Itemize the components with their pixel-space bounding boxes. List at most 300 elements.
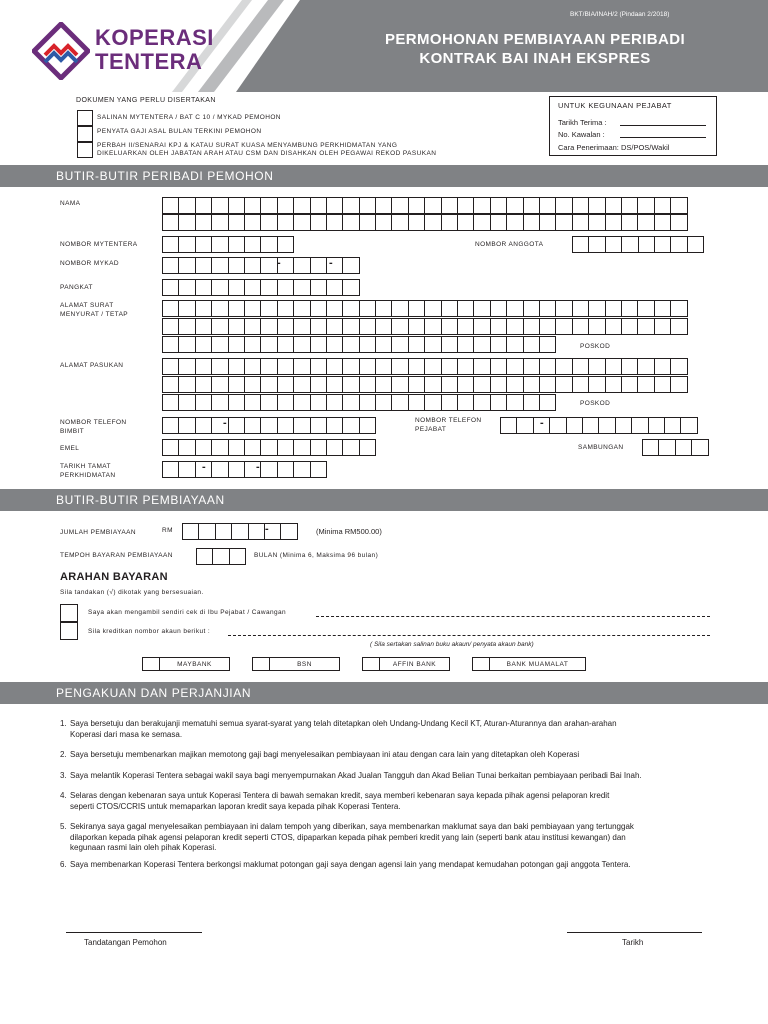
input-cell[interactable] (244, 214, 261, 231)
input-cell[interactable] (244, 358, 261, 375)
input-cell[interactable] (211, 358, 228, 375)
input-cell[interactable] (277, 300, 294, 317)
input-cell[interactable] (375, 318, 392, 335)
input-cell[interactable] (457, 318, 474, 335)
input-cell[interactable] (457, 300, 474, 317)
input-cell[interactable] (582, 417, 599, 434)
input-cell[interactable] (441, 214, 458, 231)
input-cell[interactable] (293, 279, 310, 296)
input-cell[interactable] (359, 417, 376, 434)
input-cell[interactable] (506, 300, 523, 317)
input-cell[interactable] (648, 417, 665, 434)
input-cell[interactable] (605, 300, 622, 317)
input-cell[interactable] (670, 318, 687, 335)
bank-muamalat-checkbox[interactable] (473, 658, 490, 670)
input-cell[interactable] (539, 318, 556, 335)
input-cell[interactable] (359, 394, 376, 411)
unit-address-grid-row2[interactable] (162, 376, 688, 393)
input-cell[interactable] (457, 197, 474, 214)
input-cell[interactable] (680, 417, 697, 434)
bank-option-muamalat[interactable] (472, 657, 586, 671)
input-cell[interactable] (621, 236, 638, 253)
input-cell[interactable] (588, 376, 605, 393)
input-cell[interactable] (162, 214, 179, 231)
input-cell[interactable] (654, 376, 671, 393)
input-cell[interactable] (691, 439, 708, 456)
input-cell[interactable] (310, 257, 327, 274)
input-cell[interactable] (375, 358, 392, 375)
input-cell[interactable] (441, 358, 458, 375)
input-cell[interactable] (244, 257, 261, 274)
input-cell[interactable] (182, 523, 199, 540)
input-cell[interactable] (211, 279, 228, 296)
input-cell[interactable] (637, 214, 654, 231)
input-cell[interactable] (178, 257, 195, 274)
input-cell[interactable] (178, 394, 195, 411)
input-cell[interactable] (277, 439, 294, 456)
input-cell[interactable] (637, 376, 654, 393)
input-cell[interactable] (408, 197, 425, 214)
input-cell[interactable] (293, 318, 310, 335)
input-cell[interactable] (637, 358, 654, 375)
input-cell[interactable] (342, 376, 359, 393)
input-cell[interactable] (490, 300, 507, 317)
input-cell[interactable] (555, 358, 572, 375)
input-cell[interactable] (490, 197, 507, 214)
input-cell[interactable] (293, 300, 310, 317)
input-cell[interactable] (408, 318, 425, 335)
input-cell[interactable] (588, 318, 605, 335)
input-cell[interactable] (424, 394, 441, 411)
input-cell[interactable] (342, 214, 359, 231)
input-cell[interactable] (621, 318, 638, 335)
input-cell[interactable] (244, 197, 261, 214)
input-cell[interactable] (211, 236, 228, 253)
input-cell[interactable] (162, 358, 179, 375)
input-cell[interactable] (212, 548, 229, 565)
input-cell[interactable] (211, 336, 228, 353)
input-cell[interactable] (228, 394, 245, 411)
input-cell[interactable] (293, 358, 310, 375)
input-cell[interactable] (310, 394, 327, 411)
input-cell[interactable] (211, 257, 228, 274)
input-cell[interactable] (359, 358, 376, 375)
input-cell[interactable] (310, 417, 327, 434)
input-cell[interactable] (162, 279, 179, 296)
input-cell[interactable] (310, 336, 327, 353)
input-cell[interactable] (473, 318, 490, 335)
credit-checkbox[interactable] (60, 622, 78, 640)
doc-checkbox-1[interactable] (77, 110, 93, 126)
email-grid[interactable] (162, 439, 376, 456)
input-cell[interactable] (500, 417, 517, 434)
input-cell[interactable] (342, 417, 359, 434)
member-no-grid[interactable] (572, 236, 704, 253)
bank-option-affin[interactable] (362, 657, 450, 671)
input-cell[interactable] (195, 279, 212, 296)
input-cell[interactable] (441, 376, 458, 393)
mail-address-grid-row3[interactable] (162, 336, 556, 353)
input-cell[interactable] (359, 300, 376, 317)
input-cell[interactable] (375, 336, 392, 353)
input-cell[interactable] (211, 300, 228, 317)
input-cell[interactable] (391, 336, 408, 353)
input-cell[interactable] (195, 394, 212, 411)
input-cell[interactable] (178, 336, 195, 353)
input-cell[interactable] (310, 197, 327, 214)
option-collect-line[interactable] (316, 616, 710, 617)
input-cell[interactable] (228, 197, 245, 214)
input-cell[interactable] (516, 417, 533, 434)
doc-checkbox-3[interactable] (77, 142, 93, 158)
input-cell[interactable] (457, 394, 474, 411)
input-cell[interactable] (539, 376, 556, 393)
input-cell[interactable] (211, 214, 228, 231)
office-phone-grid[interactable] (500, 417, 698, 434)
input-cell[interactable] (211, 439, 228, 456)
input-cell[interactable] (277, 394, 294, 411)
input-cell[interactable] (631, 417, 648, 434)
input-cell[interactable] (654, 318, 671, 335)
input-cell[interactable] (670, 197, 687, 214)
input-cell[interactable] (178, 376, 195, 393)
input-cell[interactable] (539, 214, 556, 231)
input-cell[interactable] (326, 417, 343, 434)
input-cell[interactable] (310, 214, 327, 231)
input-cell[interactable] (391, 376, 408, 393)
input-cell[interactable] (424, 214, 441, 231)
input-cell[interactable] (490, 376, 507, 393)
date-line[interactable] (567, 932, 702, 933)
input-cell[interactable] (654, 214, 671, 231)
office-control-no-line[interactable] (620, 137, 706, 138)
input-cell[interactable] (228, 439, 245, 456)
input-cell[interactable] (605, 358, 622, 375)
input-cell[interactable] (293, 417, 310, 434)
input-cell[interactable] (326, 439, 343, 456)
input-cell[interactable] (572, 358, 589, 375)
input-cell[interactable] (408, 214, 425, 231)
input-cell[interactable] (642, 439, 659, 456)
input-cell[interactable] (178, 358, 195, 375)
input-cell[interactable] (178, 439, 195, 456)
input-cell[interactable] (280, 523, 297, 540)
input-cell[interactable] (211, 376, 228, 393)
input-cell[interactable] (178, 214, 195, 231)
input-cell[interactable] (523, 300, 540, 317)
input-cell[interactable] (654, 300, 671, 317)
bank-option-maybank[interactable] (142, 657, 230, 671)
input-cell[interactable] (310, 318, 327, 335)
input-cell[interactable] (260, 257, 277, 274)
input-cell[interactable] (342, 300, 359, 317)
input-cell[interactable] (260, 279, 277, 296)
input-cell[interactable] (473, 394, 490, 411)
option-credit-line[interactable] (228, 635, 710, 636)
input-cell[interactable] (293, 214, 310, 231)
input-cell[interactable] (195, 318, 212, 335)
input-cell[interactable] (277, 279, 294, 296)
input-cell[interactable] (375, 394, 392, 411)
input-cell[interactable] (178, 461, 195, 478)
input-cell[interactable] (424, 376, 441, 393)
unit-address-grid-row1[interactable] (162, 358, 688, 375)
input-cell[interactable] (539, 336, 556, 353)
input-cell[interactable] (277, 214, 294, 231)
input-cell[interactable] (670, 358, 687, 375)
input-cell[interactable] (162, 417, 179, 434)
input-cell[interactable] (195, 236, 212, 253)
input-cell[interactable] (195, 417, 212, 434)
input-cell[interactable] (293, 439, 310, 456)
input-cell[interactable] (441, 300, 458, 317)
input-cell[interactable] (375, 300, 392, 317)
input-cell[interactable] (658, 439, 675, 456)
input-cell[interactable] (293, 197, 310, 214)
rank-grid[interactable] (162, 279, 360, 296)
input-cell[interactable] (391, 358, 408, 375)
input-cell[interactable] (162, 197, 179, 214)
input-cell[interactable] (441, 394, 458, 411)
input-cell[interactable] (195, 214, 212, 231)
input-cell[interactable] (326, 376, 343, 393)
input-cell[interactable] (162, 376, 179, 393)
input-cell[interactable] (408, 376, 425, 393)
input-cell[interactable] (670, 236, 687, 253)
tenure-grid[interactable] (196, 548, 246, 565)
input-cell[interactable] (244, 376, 261, 393)
input-cell[interactable] (244, 336, 261, 353)
input-cell[interactable] (260, 461, 277, 478)
name-grid-row2[interactable] (162, 214, 688, 231)
input-cell[interactable] (310, 358, 327, 375)
input-cell[interactable] (637, 197, 654, 214)
input-cell[interactable] (391, 318, 408, 335)
input-cell[interactable] (457, 358, 474, 375)
input-cell[interactable] (228, 214, 245, 231)
input-cell[interactable] (424, 197, 441, 214)
input-cell[interactable] (555, 318, 572, 335)
input-cell[interactable] (244, 394, 261, 411)
input-cell[interactable] (572, 236, 589, 253)
input-cell[interactable] (572, 197, 589, 214)
input-cell[interactable] (615, 417, 632, 434)
input-cell[interactable] (162, 439, 179, 456)
input-cell[interactable] (588, 214, 605, 231)
input-cell[interactable] (310, 279, 327, 296)
input-cell[interactable] (277, 417, 294, 434)
input-cell[interactable] (539, 358, 556, 375)
input-cell[interactable] (555, 214, 572, 231)
input-cell[interactable] (260, 376, 277, 393)
input-cell[interactable] (244, 236, 261, 253)
input-cell[interactable] (490, 394, 507, 411)
input-cell[interactable] (244, 318, 261, 335)
input-cell[interactable] (198, 523, 215, 540)
input-cell[interactable] (277, 336, 294, 353)
input-cell[interactable] (359, 336, 376, 353)
input-cell[interactable] (260, 394, 277, 411)
input-cell[interactable] (523, 358, 540, 375)
input-cell[interactable] (260, 197, 277, 214)
input-cell[interactable] (178, 417, 195, 434)
input-cell[interactable] (555, 300, 572, 317)
input-cell[interactable] (473, 376, 490, 393)
input-cell[interactable] (260, 358, 277, 375)
input-cell[interactable] (178, 318, 195, 335)
input-cell[interactable] (523, 197, 540, 214)
input-cell[interactable] (638, 236, 655, 253)
mail-address-grid-row1[interactable] (162, 300, 688, 317)
input-cell[interactable] (506, 376, 523, 393)
service-end-grid[interactable] (162, 461, 327, 478)
input-cell[interactable] (195, 439, 212, 456)
name-grid-row1[interactable] (162, 197, 688, 214)
input-cell[interactable] (178, 279, 195, 296)
input-cell[interactable] (260, 336, 277, 353)
doc-checkbox-2[interactable] (77, 126, 93, 142)
input-cell[interactable] (228, 318, 245, 335)
input-cell[interactable] (555, 376, 572, 393)
input-cell[interactable] (277, 461, 294, 478)
input-cell[interactable] (424, 318, 441, 335)
bank-affin-checkbox[interactable] (363, 658, 380, 670)
input-cell[interactable] (441, 336, 458, 353)
input-cell[interactable] (228, 279, 245, 296)
input-cell[interactable] (605, 318, 622, 335)
input-cell[interactable] (605, 214, 622, 231)
bank-maybank-checkbox[interactable] (143, 658, 160, 670)
input-cell[interactable] (359, 197, 376, 214)
input-cell[interactable] (555, 197, 572, 214)
input-cell[interactable] (244, 439, 261, 456)
input-cell[interactable] (375, 197, 392, 214)
input-cell[interactable] (408, 358, 425, 375)
input-cell[interactable] (621, 197, 638, 214)
input-cell[interactable] (523, 376, 540, 393)
input-cell[interactable] (375, 214, 392, 231)
input-cell[interactable] (326, 394, 343, 411)
input-cell[interactable] (506, 318, 523, 335)
input-cell[interactable] (457, 214, 474, 231)
input-cell[interactable] (277, 358, 294, 375)
input-cell[interactable] (605, 376, 622, 393)
input-cell[interactable] (539, 394, 556, 411)
office-received-date-line[interactable] (620, 125, 706, 126)
input-cell[interactable] (588, 358, 605, 375)
extension-grid[interactable] (642, 439, 709, 456)
input-cell[interactable] (293, 336, 310, 353)
input-cell[interactable] (162, 300, 179, 317)
input-cell[interactable] (162, 461, 179, 478)
input-cell[interactable] (588, 197, 605, 214)
input-cell[interactable] (228, 358, 245, 375)
input-cell[interactable] (211, 394, 228, 411)
input-cell[interactable] (326, 336, 343, 353)
input-cell[interactable] (244, 417, 261, 434)
signature-line[interactable] (66, 932, 202, 933)
input-cell[interactable] (549, 417, 566, 434)
input-cell[interactable] (490, 318, 507, 335)
input-cell[interactable] (654, 197, 671, 214)
input-cell[interactable] (342, 439, 359, 456)
input-cell[interactable] (342, 279, 359, 296)
input-cell[interactable] (162, 394, 179, 411)
input-cell[interactable] (490, 358, 507, 375)
input-cell[interactable] (359, 376, 376, 393)
input-cell[interactable] (637, 300, 654, 317)
input-cell[interactable] (211, 197, 228, 214)
input-cell[interactable] (228, 376, 245, 393)
input-cell[interactable] (675, 439, 692, 456)
input-cell[interactable] (195, 300, 212, 317)
input-cell[interactable] (490, 336, 507, 353)
input-cell[interactable] (621, 214, 638, 231)
input-cell[interactable] (523, 214, 540, 231)
input-cell[interactable] (277, 376, 294, 393)
input-cell[interactable] (605, 236, 622, 253)
input-cell[interactable] (523, 394, 540, 411)
input-cell[interactable] (598, 417, 615, 434)
input-cell[interactable] (260, 300, 277, 317)
input-cell[interactable] (490, 214, 507, 231)
input-cell[interactable] (260, 214, 277, 231)
input-cell[interactable] (637, 318, 654, 335)
mobile-grid[interactable] (162, 417, 376, 434)
input-cell[interactable] (215, 523, 232, 540)
input-cell[interactable] (326, 318, 343, 335)
mytentera-grid[interactable] (162, 236, 294, 253)
input-cell[interactable] (342, 257, 359, 274)
input-cell[interactable] (506, 358, 523, 375)
input-cell[interactable] (473, 197, 490, 214)
input-cell[interactable] (326, 300, 343, 317)
unit-address-grid-row3[interactable] (162, 394, 556, 411)
input-cell[interactable] (457, 336, 474, 353)
input-cell[interactable] (342, 197, 359, 214)
mail-address-grid-row2[interactable] (162, 318, 688, 335)
input-cell[interactable] (424, 336, 441, 353)
input-cell[interactable] (664, 417, 681, 434)
input-cell[interactable] (260, 236, 277, 253)
input-cell[interactable] (195, 336, 212, 353)
input-cell[interactable] (310, 300, 327, 317)
input-cell[interactable] (359, 439, 376, 456)
input-cell[interactable] (178, 300, 195, 317)
input-cell[interactable] (228, 236, 245, 253)
input-cell[interactable] (195, 257, 212, 274)
input-cell[interactable] (228, 257, 245, 274)
input-cell[interactable] (162, 236, 179, 253)
input-cell[interactable] (229, 548, 246, 565)
collect-checkbox[interactable] (60, 604, 78, 622)
input-cell[interactable] (473, 214, 490, 231)
input-cell[interactable] (359, 318, 376, 335)
input-cell[interactable] (566, 417, 583, 434)
input-cell[interactable] (260, 439, 277, 456)
input-cell[interactable] (162, 336, 179, 353)
input-cell[interactable] (211, 318, 228, 335)
input-cell[interactable] (572, 318, 589, 335)
input-cell[interactable] (277, 197, 294, 214)
input-cell[interactable] (326, 279, 343, 296)
input-cell[interactable] (473, 336, 490, 353)
input-cell[interactable] (670, 300, 687, 317)
input-cell[interactable] (654, 236, 671, 253)
input-cell[interactable] (228, 336, 245, 353)
input-cell[interactable] (654, 358, 671, 375)
input-cell[interactable] (621, 300, 638, 317)
